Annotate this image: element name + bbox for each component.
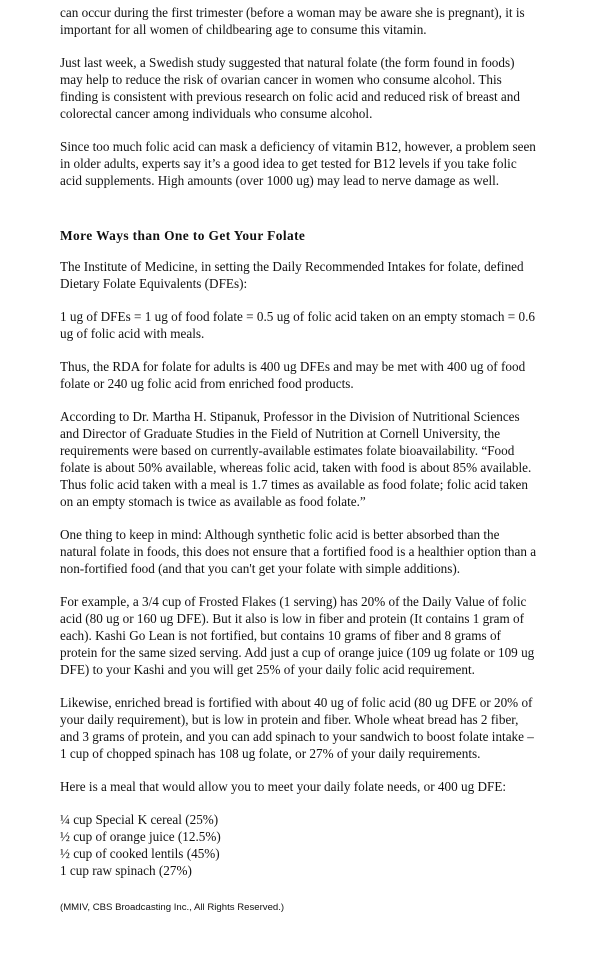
list-item: ½ cup of cooked lentils (45%): [60, 846, 220, 861]
paragraph-frosted-flakes-example: For example, a 3/4 cup of Frosted Flakes (1 serving) has 20% of the Daily Value of folic acid (80 ug or 160 ug DFE). But it also is low in fiber and protein (It contains 1 gram of each). Kashi Go Lean is not fortified, but contains 10 grams of fiber and 8 grams of protein for the same sized serving. Add just a cup of orange juice (109 ug folate or 109 ug DFE) to your Kashi and you will get 25% of your daily folic acid requirement.: [60, 594, 535, 677]
copyright-notice: (MMIV, CBS Broadcasting Inc., All Rights Reserved.): [60, 902, 285, 913]
paragraph-swedish-study: Just last week, a Swedish study suggested that natural folate (the form found in foods) may help to reduce the risk of ovarian cancer in women who consume alcohol. This finding is consistent with previous research on folic acid and reduced risk of breast and colorectal cancer among individuals who consume alcohol.: [60, 55, 520, 121]
paragraph-institute-of-medicine: The Institute of Medicine, in setting the Daily Recommended Intakes for folate, defined Dietary Folate Equivalents (DFEs):: [60, 259, 524, 291]
paragraph-rda: Thus, the RDA for folate for adults is 400 ug DFEs and may be met with 400 ug of food folate or 240 ug folic acid from enriched food products.: [60, 359, 526, 391]
list-item: 1 cup raw spinach (27%): [60, 863, 192, 878]
paragraph-dfe-definition: 1 ug of DFEs = 1 ug of food folate = 0.5 ug of folic acid taken on an empty stomach = 0.6 ug of folic acid with meals.: [60, 309, 535, 341]
paragraph-intro-continued: can occur during the first trimester (before a woman may be aware she is pregnant), it is important for all women of childbearing age to consume this vitamin.: [60, 5, 525, 37]
paragraph-meal-intro: Here is a meal that would allow you to meet your daily folate needs, or 400 ug DFE:: [60, 779, 507, 794]
paragraph-synthetic-vs-natural: One thing to keep in mind: Although synthetic folic acid is better absorbed than the natural folate in foods, this does not ensure that a fortified food is a healthier option than a non-fortified food (and that you can't get your folate with simple additions).: [60, 527, 537, 576]
list-item: ½ cup of orange juice (12.5%): [60, 829, 221, 844]
list-item: ¼ cup Special K cereal (25%): [60, 812, 219, 827]
document-page: [60, 4, 538, 916]
section-heading: More Ways than One to Get Your Folate: [60, 228, 306, 243]
paragraph-b12-warning: Since too much folic acid can mask a deficiency of vitamin B12, however, a problem seen in older adults, experts say it’s a good idea to get tested for B12 levels if you take folic acid supplements. High amounts (over 1000 ug) may lead to nerve damage as well.: [60, 139, 536, 188]
meal-list: [60, 811, 538, 879]
paragraph-enriched-bread: Likewise, enriched bread is fortified with about 40 ug of folic acid (80 ug DFE or 20% of your daily requirement), but is low in protein and fiber. Whole wheat bread has 2 fiber, and 3 grams of protein, and you can add spinach to your sandwich to boost folate intake – 1 cup of chopped spinach has 108 ug folate, or 27% of your daily requirements.: [60, 695, 534, 761]
paragraph-stipanuk-quote: According to Dr. Martha H. Stipanuk, Professor in the Division of Nutritional Sciences and Director of Graduate Studies in the Field of Nutrition at Cornell University, the requirements were based on currently-available estimates folate bioavailability. “Food folate is about 50% available, whereas folic acid, taken with food is about 85% available. Thus folic acid taken with a meal is 1.7 times as available as food folate; folic acid taken on an empty stomach is twice as available as food folate.”: [60, 409, 532, 509]
